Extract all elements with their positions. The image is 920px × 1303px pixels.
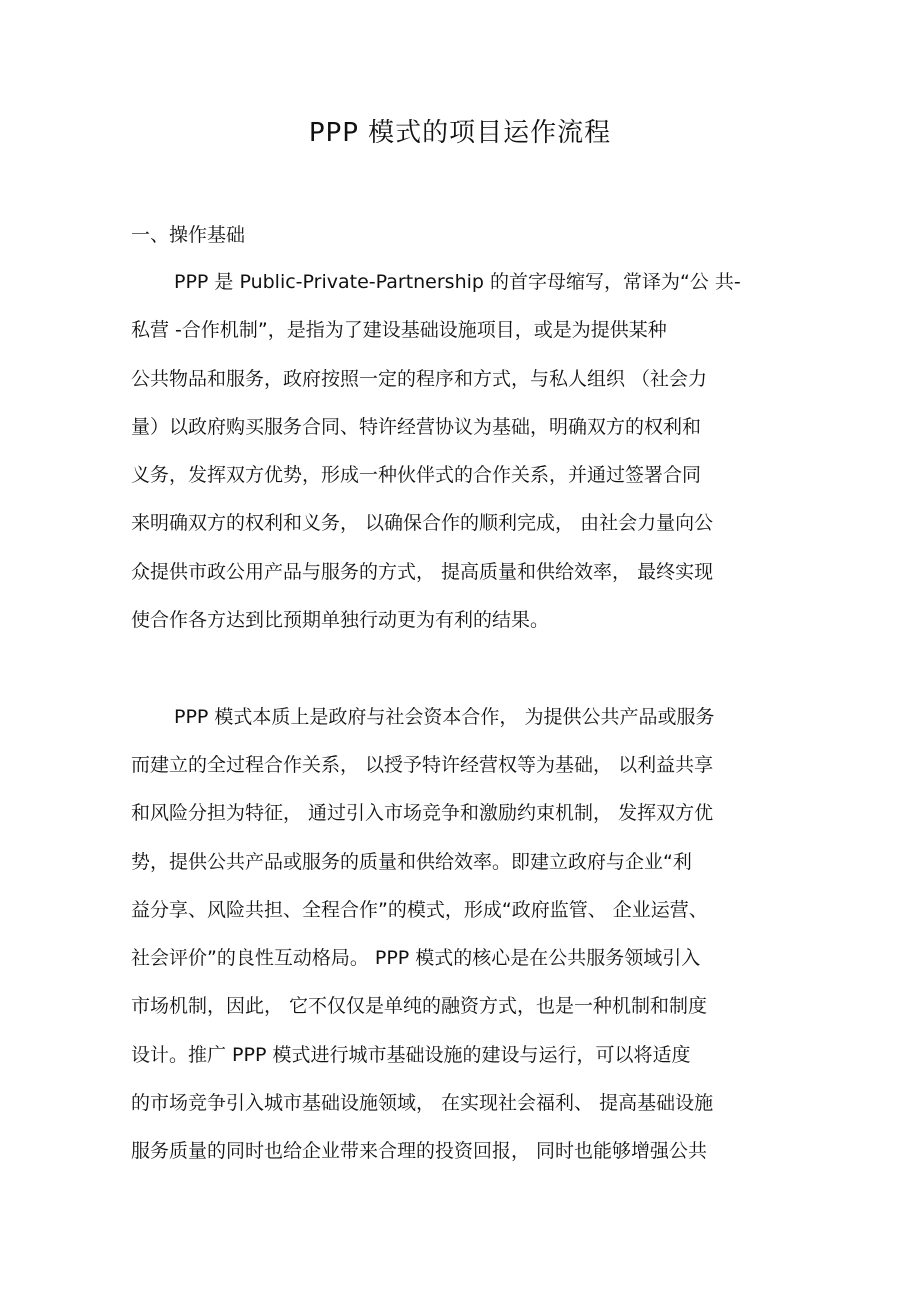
paragraph-2-line-7: 市场机制，因此， 它不仅仅是单纯的融资方式，也是一种机制和制度 bbox=[131, 995, 708, 1017]
paragraph-2-line-9: 的市场竞争引入城市基础设施领域， 在实现社会福利、 提高基础设施 bbox=[131, 1092, 714, 1114]
paragraph-1-line-1: PPP 是 Public-Private-Partnership 的首字母缩写，常译为“公 共- bbox=[174, 271, 741, 293]
paragraph-1-line-6: 来明确双方的权利和义务， 以确保合作的顺利完成， 由社会力量向公 bbox=[131, 512, 714, 534]
section-heading: 一、操作基础 bbox=[131, 224, 246, 246]
paragraph-1-line-8: 使合作各方达到比预期单独行动更为有利的结果。 bbox=[131, 609, 550, 631]
paragraph-1-line-3: 公共物品和服务，政府按照一定的程序和方式，与私人组织 （社会力 bbox=[131, 368, 708, 390]
paragraph-2-line-5: 益分享、风险共担、全程合作”的模式，形成“政府监管、 企业运营、 bbox=[131, 899, 708, 921]
paragraph-2-line-2: 而建立的全过程合作关系， 以授予特许经营权等为基础， 以利益共享 bbox=[131, 754, 714, 776]
paragraph-1-line-5: 义务，发挥双方优势，形成一种伙伴式的合作关系，并通过签署合同 bbox=[131, 464, 702, 486]
paragraph-2-line-10: 服务质量的同时也给企业带来合理的投资回报， 同时也能够增强公共 bbox=[131, 1140, 708, 1162]
paragraph-2-line-3: 和风险分担为特征， 通过引入市场竞争和激励约束机制， 发挥双方优 bbox=[131, 802, 714, 824]
paragraph-2-line-1: PPP 模式本质上是政府与社会资本合作， 为提供公共产品或服务 bbox=[174, 706, 715, 728]
paragraph-1-line-4: 量）以政府购买服务合同、特许经营协议为基础，明确双方的权利和 bbox=[131, 416, 702, 438]
paragraph-2-line-6: 社会评价”的良性互动格局。 PPP 模式的核心是在公共服务领域引入 bbox=[131, 947, 701, 969]
paragraph-2-line-4: 势，提供公共产品或服务的质量和供给效率。即建立政府与企业“利 bbox=[131, 851, 692, 873]
document-title: PPP 模式的项目运作流程 bbox=[308, 118, 612, 148]
paragraph-1-line-2: 私营 -合作机制”，是指为了建设基础设施项目，或是为提供某种 bbox=[131, 319, 667, 341]
paragraph-1-line-7: 众提供市政公用产品与服务的方式， 提高质量和供给效率， 最终实现 bbox=[131, 561, 714, 583]
paragraph-2-line-8: 设计。推广 PPP 模式进行城市基础设施的建设与运行，可以将适度 bbox=[131, 1044, 691, 1066]
